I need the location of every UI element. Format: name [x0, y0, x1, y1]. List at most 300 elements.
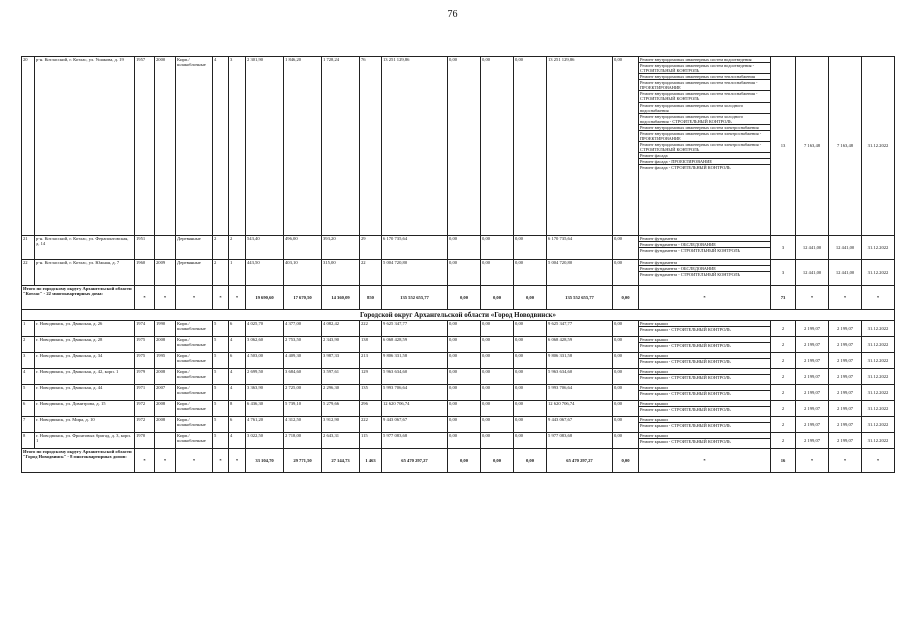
residents-cell: 296	[360, 401, 382, 417]
fund-owners-cell: 6 068 428,59	[547, 337, 613, 353]
year-recon-cell: 2000	[155, 57, 176, 236]
deadline-cell: 31.12.2022	[862, 260, 895, 286]
year-recon-cell: 1990	[155, 321, 176, 337]
area-res-cell: 14 360,09	[322, 286, 360, 310]
floors-cell: 5	[213, 369, 229, 385]
wall-cell: Кирп./ шлакоблочные	[176, 385, 213, 401]
fund-owners-cell: 12 620 706,74	[547, 401, 613, 417]
work-count-cell: 73	[771, 286, 796, 310]
year-recon-cell: *	[155, 449, 176, 473]
area-res-cell: 1 728,24	[322, 57, 360, 236]
table-row	[22, 353, 895, 369]
table-row	[22, 401, 895, 417]
work-item: Ремонт крыши - СТРОИТЕЛЬНЫЙ КОНТРОЛЬ	[640, 391, 731, 397]
residents-cell: 138	[360, 337, 382, 353]
fund-reg-cell: 0,00	[481, 401, 514, 417]
area-total-cell: 543,40	[246, 236, 284, 260]
residents-cell: 222	[360, 321, 382, 337]
floors-cell: *	[213, 449, 229, 473]
fund-reg-cell: 0,00	[481, 385, 514, 401]
max-cost-cell: 2 199,07	[829, 385, 862, 401]
fund-owners-cell: 9 806 331,58	[547, 353, 613, 369]
cost-total-cell: 65 470 297,27	[382, 449, 448, 473]
wall-cell: *	[176, 449, 213, 473]
work-item: Ремонт внутридомовых инженерных систем теплоснабжения	[639, 74, 770, 80]
row-number-cell: 21	[22, 236, 35, 260]
max-cost-cell: *	[829, 286, 862, 310]
work-item: Ремонт фундамента	[639, 236, 770, 242]
residents-cell: 29	[360, 236, 382, 260]
work-count-cell: 13	[771, 57, 796, 236]
fund-local-cell: 0,00	[514, 353, 547, 369]
cost-total-cell: 9 443 067,67	[382, 417, 448, 433]
area-total-cell: 6 436,30	[246, 401, 284, 417]
work-item: Ремонт фундамента - ОБСЛЕДОВАНИЕ	[639, 242, 770, 248]
residents-cell: 213	[360, 353, 382, 369]
max-cost-cell: 2 199,07	[829, 321, 862, 337]
max-cost-cell: 2 199,07	[829, 433, 862, 449]
year-built-cell: 1975	[135, 353, 155, 369]
cost-total-cell: 6 170 735,64	[382, 236, 448, 260]
cost-total-cell: 5 977 083,68	[382, 433, 448, 449]
wall-cell: Кирп./ шлакоблочные	[176, 401, 213, 417]
entrances-cell: 3	[229, 57, 246, 236]
work-item: Ремонт фасада - СТРОИТЕЛЬНЫЙ КОНТРОЛЬ	[640, 165, 731, 171]
area-living-cell: 5 739,10	[284, 401, 322, 417]
table-row	[22, 236, 895, 260]
wall-cell: Кирп./ шлакоблочные	[176, 353, 213, 369]
unit-cost-cell: *	[796, 449, 829, 473]
fund-reg-cell: 0,00	[481, 236, 514, 260]
row-number-cell: 6	[22, 401, 35, 417]
wall-cell: Кирп./ шлакоблочные	[176, 369, 213, 385]
floors-cell: 5	[213, 337, 229, 353]
address-cell: г. Новодвинск, ул. Двинская, д. 28	[35, 337, 135, 353]
work-count-cell: 3	[771, 260, 796, 286]
fund-local-cell: 0,00	[514, 321, 547, 337]
area-total-cell: 33 104,70	[246, 449, 284, 473]
works-cell: *	[639, 286, 771, 310]
cost-total-cell: 135 552 655,77	[382, 286, 448, 310]
fund-other-cell: 0,00	[613, 286, 639, 310]
table-row	[22, 57, 895, 236]
max-cost-cell: 12 441,00	[829, 260, 862, 286]
work-count-cell: 16	[771, 449, 796, 473]
area-res-cell: 2 343,90	[322, 337, 360, 353]
area-living-cell: 496,00	[284, 236, 322, 260]
table-row	[22, 385, 895, 401]
fund-other-cell: 0,00	[613, 57, 639, 236]
fund-fed-cell: 0,00	[448, 353, 481, 369]
fund-fed-cell: 0,00	[448, 433, 481, 449]
row-number-cell: 3	[22, 353, 35, 369]
entrances-cell: 2	[229, 236, 246, 260]
works-cell	[639, 369, 771, 385]
area-res-cell: 5 279,66	[322, 401, 360, 417]
work-count-cell: 2	[771, 369, 796, 385]
deadline-cell: 31.12.2022	[862, 337, 895, 353]
fund-other-cell: 0,00	[613, 449, 639, 473]
entrances-cell: 6	[229, 353, 246, 369]
row-number-cell: 7	[22, 417, 35, 433]
year-recon-cell: 2009	[155, 260, 176, 286]
fund-owners-cell: 5 993 706,64	[547, 385, 613, 401]
fund-reg-cell: 0,00	[481, 353, 514, 369]
fund-local-cell: 0,00	[514, 449, 547, 473]
fund-local-cell: 0,00	[514, 286, 547, 310]
row-number-cell: 22	[22, 260, 35, 286]
entrances-cell: 8	[229, 401, 246, 417]
entrances-cell: *	[229, 449, 246, 473]
residents-cell: 222	[360, 417, 382, 433]
work-item: Ремонт внутридомовых инженерных систем холодного водоснабжения - СТРОИТЕЛЬНЫЙ КОНТРОЛЬ	[639, 114, 770, 125]
fund-owners-cell: 5 977 083,68	[547, 433, 613, 449]
floors-cell: 2	[213, 260, 229, 286]
residents-cell: 850	[360, 286, 382, 310]
fund-reg-cell: 0,00	[481, 260, 514, 286]
area-living-cell: 403,10	[284, 260, 322, 286]
deadline-cell: 31.12.2022	[862, 385, 895, 401]
area-res-cell: 315,00	[322, 260, 360, 286]
year-built-cell: 1960	[135, 260, 155, 286]
fund-fed-cell: 0,00	[448, 321, 481, 337]
unit-cost-cell: 2 199,07	[796, 433, 829, 449]
cost-total-cell: 5 993 706,64	[382, 385, 448, 401]
year-built-cell: 1974	[135, 321, 155, 337]
area-living-cell: 4 312,50	[284, 417, 322, 433]
wall-cell: Деревянные	[176, 236, 213, 260]
table-row	[22, 337, 895, 353]
fund-other-cell: 0,00	[613, 236, 639, 260]
max-cost-cell: 2 199,07	[829, 417, 862, 433]
area-living-cell: 3 684,60	[284, 369, 322, 385]
area-total-cell: 2 301,90	[246, 57, 284, 236]
address-cell: г. Новодвинск, ул. Двинская, д. 34	[35, 353, 135, 369]
year-recon-cell: 2007	[155, 385, 176, 401]
entrances-cell: 1	[229, 260, 246, 286]
work-item: Ремонт крыши - СТРОИТЕЛЬНЫЙ КОНТРОЛЬ	[640, 327, 731, 333]
work-item: Ремонт фундамента - СТРОИТЕЛЬНЫЙ КОНТРОЛЬ	[640, 272, 741, 278]
works-cell	[639, 321, 771, 337]
works-cell	[639, 260, 771, 286]
unit-cost-cell: 2 199,07	[796, 385, 829, 401]
wall-cell: *	[176, 286, 213, 310]
work-item: Ремонт фундамента - СТРОИТЕЛЬНЫЙ КОНТРОЛЬ	[640, 248, 741, 254]
fund-other-cell: 0,00	[613, 369, 639, 385]
floors-cell: 5	[213, 353, 229, 369]
year-built-cell: 1972	[135, 401, 155, 417]
work-item: Ремонт фундамента	[639, 260, 770, 266]
unit-cost-cell: 2 199,07	[796, 401, 829, 417]
row-number-cell: 20	[22, 57, 35, 236]
work-item: Ремонт крыши - СТРОИТЕЛЬНЫЙ КОНТРОЛЬ	[640, 407, 731, 413]
entrances-cell: 4	[229, 337, 246, 353]
fund-other-cell: 0,00	[613, 417, 639, 433]
unit-cost-cell: 2 199,07	[796, 321, 829, 337]
floors-cell: 5	[213, 401, 229, 417]
floors-cell: 5	[213, 417, 229, 433]
fund-owners-cell: 6 170 735,64	[547, 236, 613, 260]
area-living-cell: 2 753,50	[284, 337, 322, 353]
max-cost-cell: 12 441,00	[829, 236, 862, 260]
work-item: Ремонт крыши - СТРОИТЕЛЬНЫЙ КОНТРОЛЬ	[640, 439, 731, 445]
year-recon-cell: *	[155, 286, 176, 310]
address-cell: р-н. Котласский, г. Котлас, ул. Ушакова, д. 19	[35, 57, 135, 236]
works-cell	[639, 417, 771, 433]
wall-cell: Кирп./ шлакоблочные	[176, 57, 213, 236]
year-recon-cell: 2008	[155, 417, 176, 433]
area-res-cell: 2 643,31	[322, 433, 360, 449]
year-built-cell: *	[135, 449, 155, 473]
floors-cell: 4	[213, 57, 229, 236]
work-count-cell: 2	[771, 417, 796, 433]
fund-fed-cell: 0,00	[448, 449, 481, 473]
works-cell	[639, 337, 771, 353]
section-header-row	[22, 310, 895, 321]
fund-fed-cell: 0,00	[448, 286, 481, 310]
year-recon-cell: 1995	[155, 353, 176, 369]
year-built-cell: 1951	[135, 236, 155, 260]
fund-reg-cell: 0,00	[481, 286, 514, 310]
cost-total-cell: 6 068 428,59	[382, 337, 448, 353]
deadline-cell: 31.12.2022	[862, 353, 895, 369]
fund-other-cell: 0,00	[613, 385, 639, 401]
works-cell	[639, 433, 771, 449]
floors-cell: 5	[213, 321, 229, 337]
area-living-cell: 1 846,20	[284, 57, 322, 236]
works-cell	[639, 353, 771, 369]
year-recon-cell: 2008	[155, 369, 176, 385]
fund-owners-cell: 5 963 634,60	[547, 369, 613, 385]
residents-cell: 129	[360, 369, 382, 385]
deadline-cell: 31.12.2022	[862, 417, 895, 433]
unit-cost-cell: 12 441,00	[796, 260, 829, 286]
wall-cell: Кирп./ шлакоблочные	[176, 337, 213, 353]
fund-reg-cell: 0,00	[481, 337, 514, 353]
area-total-cell: 19 690,60	[246, 286, 284, 310]
fund-reg-cell: 0,00	[481, 449, 514, 473]
area-living-cell: 4 409,30	[284, 353, 322, 369]
work-item: Ремонт внутридомовых инженерных систем водоотведения - СТРОИТЕЛЬНЫЙ КОНТРОЛЬ	[639, 63, 770, 74]
year-built-cell: 1979	[135, 369, 155, 385]
year-recon-cell: 2008	[155, 401, 176, 417]
works-cell	[639, 236, 771, 260]
address-cell: г. Новодвинск, ул. Двинская, д. 26	[35, 321, 135, 337]
work-item: Ремонт крыши	[639, 433, 770, 439]
max-cost-cell: 7 163,48	[829, 57, 862, 236]
work-count-cell: 2	[771, 433, 796, 449]
year-built-cell: 1957	[135, 57, 155, 236]
area-res-cell: 393,20	[322, 236, 360, 260]
area-total-cell: 443,50	[246, 260, 284, 286]
fund-reg-cell: 0,00	[481, 321, 514, 337]
year-built-cell: 1970	[135, 433, 155, 449]
work-item: Ремонт фасада - ПРОЕКТИРОВАНИЕ	[639, 159, 770, 165]
area-living-cell: 17 670,50	[284, 286, 322, 310]
work-item: Ремонт внутридомовых инженерных систем теплоснабжения - ПРОЕКТИРОВАНИЕ	[639, 80, 770, 91]
area-total-cell: 3 062,60	[246, 337, 284, 353]
fund-reg-cell: 0,00	[481, 433, 514, 449]
deadline-cell: 31.12.2022	[862, 401, 895, 417]
unit-cost-cell: *	[796, 286, 829, 310]
area-total-cell: 4 761,20	[246, 417, 284, 433]
max-cost-cell: 2 199,07	[829, 353, 862, 369]
entrances-cell: 6	[229, 321, 246, 337]
work-item: Ремонт крыши	[639, 369, 770, 375]
year-built-cell: *	[135, 286, 155, 310]
unit-cost-cell: 2 199,07	[796, 417, 829, 433]
table-row	[22, 321, 895, 337]
work-item: Ремонт внутридомовых инженерных систем теплоснабжения - СТРОИТЕЛЬНЫЙ КОНТРОЛЬ	[639, 91, 770, 102]
address-cell: р-н. Котласский, г. Котлас, ул. Ферапонтовская, д. 14	[35, 236, 135, 260]
area-total-cell: 3 363,90	[246, 385, 284, 401]
cost-total-cell: 5 963 634,60	[382, 369, 448, 385]
year-recon-cell	[155, 433, 176, 449]
entrances-cell: 4	[229, 433, 246, 449]
area-res-cell: 27 144,73	[322, 449, 360, 473]
fund-reg-cell: 0,00	[481, 417, 514, 433]
deadline-cell: 31.12.2022	[862, 433, 895, 449]
unit-cost-cell: 2 199,07	[796, 337, 829, 353]
area-res-cell: 4 082,42	[322, 321, 360, 337]
work-item: Ремонт внутридомовых инженерных систем электроснабжения - ПРОЕКТИРОВАНИЕ	[639, 131, 770, 142]
residents-cell: 1 463	[360, 449, 382, 473]
work-item: Ремонт крыши - СТРОИТЕЛЬНЫЙ КОНТРОЛЬ	[640, 375, 731, 381]
fund-fed-cell: 0,00	[448, 337, 481, 353]
deadline-cell: *	[862, 449, 895, 473]
fund-local-cell: 0,00	[514, 401, 547, 417]
fund-reg-cell: 0,00	[481, 369, 514, 385]
floors-cell: *	[213, 286, 229, 310]
address-cell: р-н. Котласский, г. Котлас, ул. Южная, д. 7	[35, 260, 135, 286]
table-row	[22, 417, 895, 433]
subtotal-row	[22, 286, 895, 310]
wall-cell: Кирп./ шлакоблочные	[176, 433, 213, 449]
cost-total-cell: 9 806 331,58	[382, 353, 448, 369]
fund-owners-cell: 65 470 297,27	[547, 449, 613, 473]
fund-owners-cell: 9 443 067,67	[547, 417, 613, 433]
fund-other-cell: 0,00	[613, 260, 639, 286]
wall-cell: Кирп./ шлакоблочные	[176, 321, 213, 337]
fund-local-cell: 0,00	[514, 337, 547, 353]
deadline-cell: 31.12.2022	[862, 236, 895, 260]
address-cell: г. Новодвинск, ул. Фронтовых бригад, д. 3, корп. 1	[35, 433, 135, 449]
fund-local-cell: 0,00	[514, 433, 547, 449]
fund-owners-cell: 9 625 347,77	[547, 321, 613, 337]
fund-fed-cell: 0,00	[448, 385, 481, 401]
year-built-cell: 1975	[135, 337, 155, 353]
floors-cell: 5	[213, 433, 229, 449]
subtotal-row	[22, 449, 895, 473]
work-count-cell: 2	[771, 353, 796, 369]
works-cell	[639, 57, 771, 236]
fund-fed-cell: 0,00	[448, 236, 481, 260]
work-item: Ремонт крыши	[639, 401, 770, 407]
area-res-cell: 3 597,61	[322, 369, 360, 385]
area-total-cell: 3 022,50	[246, 433, 284, 449]
work-item: Ремонт внутридомовых инженерных систем холодного водоснабжения	[639, 103, 770, 114]
entrances-cell: 6	[229, 417, 246, 433]
address-cell: г. Новодвинск, ул. Двинская, д. 44	[35, 385, 135, 401]
repair-program-table	[21, 56, 895, 473]
work-item: Ремонт крыши	[639, 353, 770, 359]
year-built-cell: 1972	[135, 417, 155, 433]
deadline-cell: 31.12.2022	[862, 57, 895, 236]
area-res-cell: 2 296,30	[322, 385, 360, 401]
cost-total-cell: 12 620 706,74	[382, 401, 448, 417]
entrances-cell: *	[229, 286, 246, 310]
work-item: Ремонт крыши	[639, 337, 770, 343]
work-count-cell: 2	[771, 401, 796, 417]
row-number-cell: 1	[22, 321, 35, 337]
page-number: 76	[447, 9, 458, 20]
cost-total-cell: 9 625 347,77	[382, 321, 448, 337]
area-living-cell: 2 718,00	[284, 433, 322, 449]
work-item: Ремонт внутридомовых инженерных систем водоотведения	[639, 57, 770, 63]
max-cost-cell: *	[829, 449, 862, 473]
fund-fed-cell: 0,00	[448, 260, 481, 286]
work-item: Ремонт внутридомовых инженерных систем электроснабжения	[639, 125, 770, 131]
subtotal-label: Итого по городскому округу Архангельской области "Котлас" - 22 многоквартирных дома:	[22, 286, 135, 310]
unit-cost-cell: 7 163,48	[796, 57, 829, 236]
fund-fed-cell: 0,00	[448, 57, 481, 236]
work-item: Ремонт крыши	[639, 321, 770, 327]
fund-other-cell: 0,00	[613, 401, 639, 417]
table-row	[22, 433, 895, 449]
row-number-cell: 8	[22, 433, 35, 449]
cost-total-cell: 13 251 129,86	[382, 57, 448, 236]
area-res-cell: 3 912,90	[322, 417, 360, 433]
year-recon-cell: 2008	[155, 337, 176, 353]
fund-owners-cell: 5 004 720,80	[547, 260, 613, 286]
table-row	[22, 260, 895, 286]
deadline-cell: *	[862, 286, 895, 310]
work-item: Ремонт фундамента - ОБСЛЕДОВАНИЕ	[639, 266, 770, 272]
work-count-cell: 3	[771, 236, 796, 260]
fund-owners-cell: 135 552 655,77	[547, 286, 613, 310]
area-living-cell: 2 725,00	[284, 385, 322, 401]
area-total-cell: 4 025,70	[246, 321, 284, 337]
fund-other-cell: 0,00	[613, 353, 639, 369]
work-item: Ремонт внутридомовых инженерных систем электроснабжения - СТРОИТЕЛЬНЫЙ КОНТРОЛЬ	[639, 142, 770, 153]
area-res-cell: 3 987,33	[322, 353, 360, 369]
max-cost-cell: 2 199,07	[829, 401, 862, 417]
max-cost-cell: 2 199,07	[829, 369, 862, 385]
subtotal-label: Итого по городскому округу Архангельской области "Город Новодвинск" - 8 многоквартирных домов:	[22, 449, 135, 473]
fund-local-cell: 0,00	[514, 57, 547, 236]
max-cost-cell: 2 199,07	[829, 337, 862, 353]
row-number-cell: 4	[22, 369, 35, 385]
works-cell	[639, 401, 771, 417]
area-total-cell: 2 699,50	[246, 369, 284, 385]
deadline-cell: 31.12.2022	[862, 321, 895, 337]
work-count-cell: 2	[771, 337, 796, 353]
area-living-cell: 4 377,00	[284, 321, 322, 337]
work-item: Ремонт крыши	[639, 417, 770, 423]
fund-local-cell: 0,00	[514, 417, 547, 433]
row-number-cell: 2	[22, 337, 35, 353]
area-living-cell: 29 771,50	[284, 449, 322, 473]
fund-fed-cell: 0,00	[448, 417, 481, 433]
work-item: Ремонт крыши - СТРОИТЕЛЬНЫЙ КОНТРОЛЬ	[640, 359, 731, 365]
work-item: Ремонт крыши - СТРОИТЕЛЬНЫЙ КОНТРОЛЬ	[640, 343, 731, 349]
residents-cell: 76	[360, 57, 382, 236]
work-count-cell: 2	[771, 385, 796, 401]
work-item: Ремонт фасада	[639, 153, 770, 159]
table-row	[22, 369, 895, 385]
entrances-cell: 4	[229, 369, 246, 385]
floors-cell: 5	[213, 385, 229, 401]
